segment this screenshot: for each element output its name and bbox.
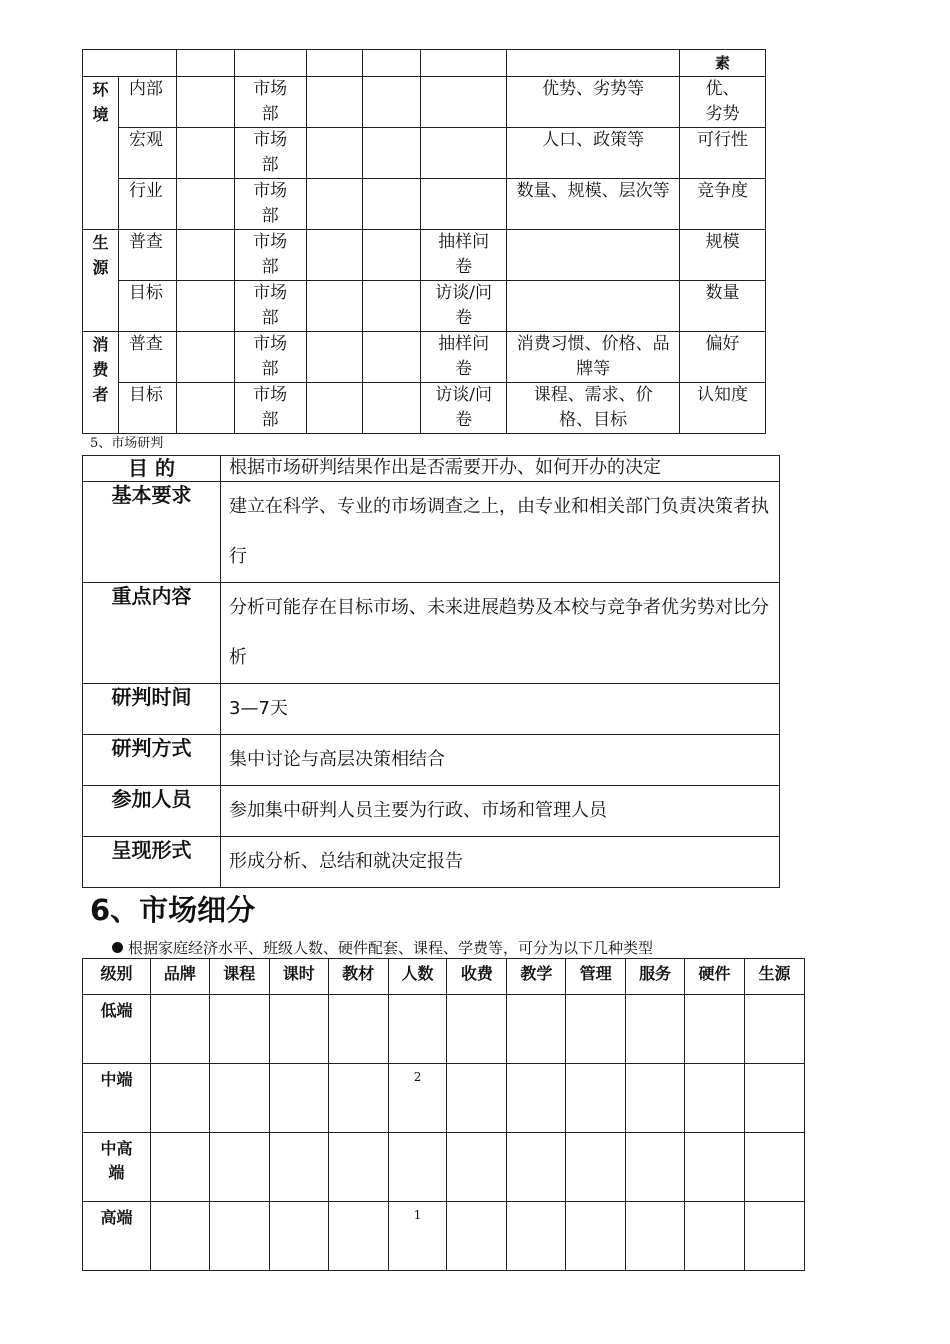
segmentation-level: 高端	[83, 1202, 151, 1271]
survey-factor: 偏好	[680, 332, 766, 383]
survey-header-row	[83, 50, 766, 77]
survey-factor: 认知度	[680, 383, 766, 434]
research-value: 建立在科学、专业的市场调查之上，由专业和相关部门负责决策者执行	[221, 482, 780, 583]
segmentation-row	[83, 1202, 805, 1271]
research-label: 重点内容	[83, 583, 221, 684]
survey-dept: 市场部	[234, 128, 306, 179]
survey-sub: 宏观	[118, 128, 176, 179]
survey-method: 抽样问卷	[421, 230, 507, 281]
survey-method: 访谈/问卷	[421, 383, 507, 434]
segmentation-level: 中端	[83, 1064, 151, 1133]
segmentation-table	[82, 958, 805, 1271]
survey-row	[83, 230, 766, 281]
survey-content	[507, 281, 680, 332]
survey-factor: 可行性	[680, 128, 766, 179]
survey-factor: 优、劣势	[680, 77, 766, 128]
section5-caption: 5、市场研判	[90, 436, 164, 451]
survey-dept: 市场部	[234, 179, 306, 230]
segmentation-header-cell: 服务	[626, 959, 685, 995]
research-label: 呈现形式	[83, 837, 221, 888]
segmentation-header-cell: 级别	[83, 959, 151, 995]
survey-sub: 行业	[118, 179, 176, 230]
segmentation-header-cell: 管理	[566, 959, 626, 995]
research-label: 研判时间	[83, 684, 221, 735]
research-row	[83, 456, 780, 482]
survey-dept: 市场部	[234, 281, 306, 332]
segmentation-header-cell: 收费	[447, 959, 507, 995]
survey-method: 访谈/问卷	[421, 281, 507, 332]
research-row	[83, 786, 780, 837]
segmentation-header-cell: 人数	[388, 959, 447, 995]
segmentation-people: 2	[388, 1064, 447, 1133]
research-table	[82, 455, 780, 888]
survey-row	[83, 281, 766, 332]
survey-method	[421, 179, 507, 230]
segmentation-header-cell: 教材	[328, 959, 388, 995]
survey-content: 课程、需求、价格、目标	[507, 383, 680, 434]
research-value: 分析可能存在目标市场、未来进展趋势及本校与竞争者优劣势对比分析	[221, 583, 780, 684]
segmentation-row	[83, 1133, 805, 1202]
survey-content: 优势、劣势等	[507, 77, 680, 128]
segmentation-header-row	[83, 959, 805, 995]
survey-row	[83, 332, 766, 383]
survey-sub: 目标	[118, 383, 176, 434]
segmentation-level: 中高端	[83, 1133, 151, 1202]
segmentation-row	[83, 1064, 805, 1133]
research-value: 3—7天	[221, 684, 780, 735]
survey-group: 生源	[83, 230, 119, 332]
section6-bullet-text: 根据家庭经济水平、班级人数、硬件配套、课程、学费等，可分为以下几种类型	[128, 939, 654, 957]
survey-header-factor: 素	[680, 50, 766, 77]
research-label: 目 的	[83, 456, 221, 482]
research-row	[83, 482, 780, 583]
survey-method	[421, 128, 507, 179]
survey-group: 消费者	[83, 332, 119, 434]
survey-dept: 市场部	[234, 332, 306, 383]
research-row	[83, 837, 780, 888]
survey-sub: 普查	[118, 230, 176, 281]
survey-dept: 市场部	[234, 383, 306, 434]
segmentation-header-cell: 品牌	[150, 959, 209, 995]
segmentation-header-cell: 生源	[745, 959, 805, 995]
segmentation-people	[388, 1133, 447, 1202]
survey-row	[83, 179, 766, 230]
survey-factor: 竞争度	[680, 179, 766, 230]
research-label: 研判方式	[83, 735, 221, 786]
segmentation-level: 低端	[83, 995, 151, 1064]
survey-sub: 目标	[118, 281, 176, 332]
section6-heading: 6、市场细分	[90, 893, 256, 927]
survey-factor: 数量	[680, 281, 766, 332]
survey-sub: 普查	[118, 332, 176, 383]
survey-group: 环境	[83, 77, 119, 230]
survey-method: 抽样问卷	[421, 332, 507, 383]
research-row	[83, 735, 780, 786]
segmentation-header-cell: 课时	[269, 959, 328, 995]
section6-bullet	[112, 937, 653, 958]
survey-row	[83, 77, 766, 128]
survey-content: 消费习惯、价格、品牌等	[507, 332, 680, 383]
research-value: 形成分析、总结和就决定报告	[221, 837, 780, 888]
bullet-icon	[112, 942, 123, 953]
survey-method	[421, 77, 507, 128]
research-value: 参加集中研判人员主要为行政、市场和管理人员	[221, 786, 780, 837]
research-value: 根据市场研判结果作出是否需要开办、如何开办的决定	[221, 456, 780, 482]
research-label: 参加人员	[83, 786, 221, 837]
segmentation-header-cell: 硬件	[685, 959, 745, 995]
research-row	[83, 583, 780, 684]
survey-row	[83, 128, 766, 179]
research-label: 基本要求	[83, 482, 221, 583]
segmentation-people	[388, 995, 447, 1064]
survey-content	[507, 230, 680, 281]
segmentation-people: 1	[388, 1202, 447, 1271]
research-row	[83, 684, 780, 735]
survey-dept: 市场部	[234, 230, 306, 281]
survey-content: 人口、政策等	[507, 128, 680, 179]
segmentation-row	[83, 995, 805, 1064]
survey-content: 数量、规模、层次等	[507, 179, 680, 230]
survey-row	[83, 383, 766, 434]
survey-table	[82, 49, 766, 434]
survey-sub: 内部	[118, 77, 176, 128]
segmentation-header-cell: 教学	[507, 959, 566, 995]
survey-dept: 市场部	[234, 77, 306, 128]
research-value: 集中讨论与高层决策相结合	[221, 735, 780, 786]
survey-factor: 规模	[680, 230, 766, 281]
segmentation-header-cell: 课程	[209, 959, 269, 995]
